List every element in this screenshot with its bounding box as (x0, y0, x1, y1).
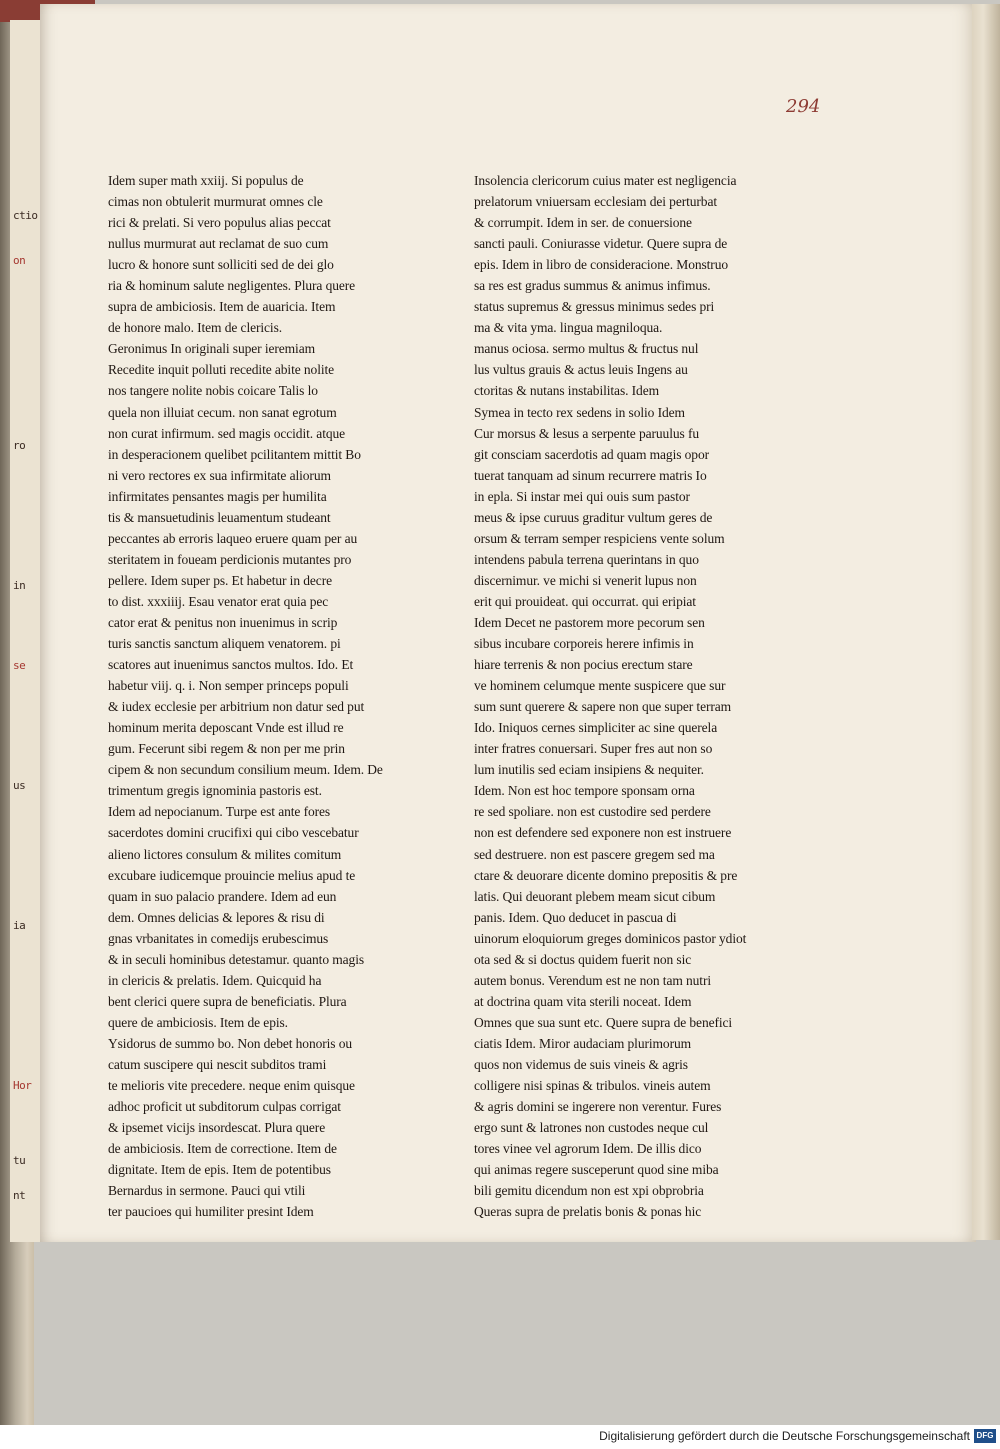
text-line: Idem Decet ne pastorem more pecorum sen (474, 614, 705, 630)
text-line: & agris domini se ingerere non verentur. Fures (474, 1099, 722, 1115)
text-line: trimentum gregis ignominia pastoris est. (108, 783, 322, 799)
text-line: colligere nisi spinas & tribulos. vineis autem (474, 1078, 711, 1094)
text-line: dem. Omnes delicias & lepores & risu di (108, 909, 325, 925)
facing-page-fragment: us (13, 779, 26, 792)
text-line: hiare terrenis & non pocius erectum stare (474, 657, 693, 673)
text-line: Bernardus in sermone. Pauci qui vtili (108, 1183, 306, 1199)
text-line: ota sed & si doctus quidem fuerit non sic (474, 951, 692, 967)
funding-credit: Digitalisierung gefördert durch die Deutsche Forschungsgemeinschaft (599, 1429, 970, 1443)
page-fore-edge (972, 4, 1000, 1240)
text-line: intendens pabula terrena querintans in quo (474, 551, 699, 567)
text-line: manus ociosa. sermo multus & fructus nul (474, 341, 699, 357)
text-line: supra de ambiciosis. Item de auaricia. Item (108, 299, 336, 315)
text-line: hominum merita deposcant Vnde est illud re (108, 720, 344, 736)
text-line: bent clerici quere supra de beneficiatis. Plura (108, 993, 347, 1009)
text-line: pellere. Idem super ps. Et habetur in decre (108, 572, 332, 588)
text-line: git consciam sacerdotis ad quam magis opor (474, 446, 709, 462)
text-line: steritatem in foueam perdicionis mutantes pro (108, 551, 352, 567)
text-line: at doctrina quam vita sterili noceat. Idem (474, 993, 692, 1009)
text-line: excubare iudicemque prouincie melius apud te (108, 867, 356, 883)
text-line: nos tangere nolite nobis coicare Talis lo (108, 383, 318, 399)
text-line: Ido. Iniquos cernes simpliciter ac sine querela (474, 720, 718, 736)
facing-page-fragment: on (13, 254, 26, 267)
left-page-edge (10, 20, 43, 1242)
text-line: & iudex ecclesie per arbitrium non datur sed put (108, 699, 365, 715)
folio-number: 294 (786, 96, 821, 117)
text-line: qui animas regere susceperunt quod sine miba (474, 1162, 719, 1178)
text-line: discernimur. ve michi si venerit lupus non (474, 572, 697, 588)
text-line: in desperacionem quelibet pcilitantem mittit Bo (108, 446, 361, 462)
facing-page-fragment: se (13, 659, 26, 672)
text-line: quere de ambiciosis. Item de epis. (108, 1014, 288, 1030)
text-line: inter fratres conuersari. Super fres aut non so (474, 741, 713, 757)
left-text-column (108, 170, 413, 1222)
text-line: non est defendere sed exponere non est instruere (474, 825, 732, 841)
text-line: te melioris vite precedere. neque enim quisque (108, 1078, 355, 1094)
text-line: ma & vita yma. lingua magniloqua. (474, 320, 663, 336)
text-line: Omnes que sua sunt etc. Quere supra de benefici (474, 1014, 733, 1030)
text-line: ria & hominum salute negligentes. Plura quere (108, 278, 356, 294)
text-line: rici & prelati. Si vero populus alias peccat (108, 215, 331, 231)
text-line: prelatorum vniuersam ecclesiam dei perturbat (474, 194, 717, 210)
text-line: ergo sunt & latrones non custodes neque cul (474, 1120, 709, 1136)
facing-page-fragment: in (13, 579, 26, 592)
text-line: quos non videmus de suis vineis & agris (474, 1056, 688, 1072)
text-line: bili gemitu dicendum non est xpi obprobria (474, 1183, 704, 1199)
text-line: autem bonus. Verendum est ne non tam nutri (474, 972, 712, 988)
text-line: alieno lictores consulum & milites comitum (108, 846, 342, 862)
text-line: cimas non obtulerit murmurat omnes cle (108, 194, 323, 210)
text-line: tuerat tanquam ad sinum recurrere matris Io (474, 467, 707, 483)
text-line: adhoc proficit ut subditorum culpas corrigat (108, 1099, 341, 1115)
text-line: Symea in tecto rex sedens in solio Idem (474, 404, 685, 420)
text-line: panis. Idem. Quo deducet in pascua di (474, 909, 677, 925)
text-line: dignitate. Item de epis. Item de potentibus (108, 1162, 331, 1178)
facing-page-fragment: tu (13, 1154, 26, 1167)
footer-bar (0, 1425, 1000, 1449)
text-line: Ysidorus de summo bo. Non debet honoris ou (108, 1035, 353, 1051)
text-line: Geronimus In originali super ieremiam (108, 341, 315, 357)
text-line: sed destruere. non est pascere gregem sed ma (474, 846, 715, 862)
text-line: meus & ipse curuus graditur vultum geres de (474, 509, 713, 525)
text-line: sacerdotes domini crucifixi qui cibo vescebatur (108, 825, 359, 841)
text-line: orsum & terram semper respiciens vente solum (474, 530, 725, 546)
text-line: quela non illuiat cecum. non sanat egrotum (108, 404, 337, 420)
text-line: sum sunt querere & sapere non que super terram (474, 699, 732, 715)
text-line: Recedite inquit polluti recedite abite nolite (108, 362, 335, 378)
text-line: & ipsemet vicijs insordescat. Plura quere (108, 1120, 326, 1136)
text-line: peccantes ab erroris laqueo eruere quam per au (108, 530, 358, 546)
text-line: lum inutilis sed eciam insipiens & nequiter. (474, 762, 704, 778)
text-line: & in seculi hominibus detestamur. quanto magis (108, 951, 364, 967)
text-line: epis. Idem in libro de consideracione. Monstruo (474, 257, 728, 273)
text-line: Queras supra de prelatis bonis & ponas hic (474, 1204, 702, 1220)
text-line: ve hominem celumque mente suspicere que sur (474, 678, 726, 694)
text-line: infirmitates pensantes magis per humilita (108, 488, 327, 504)
text-line: tores vinee vel agrorum Idem. De illis dico (474, 1141, 702, 1157)
text-line: gnas vrbanitates in comedijs erubescimus (108, 930, 329, 946)
text-line: cator erat & penitus non inuenimus in scrip (108, 614, 338, 630)
text-line: Insolencia clericorum cuius mater est negligencia (474, 173, 737, 188)
text-line: ctoritas & nutans instabilitas. Idem (474, 383, 659, 399)
text-line: re sed spoliare. non est custodire sed perdere (474, 804, 711, 820)
text-line: de honore malo. Item de clericis. (108, 320, 283, 336)
text-line: scatores aut inuenimus sanctos multos. Ido. Et (108, 657, 354, 673)
text-line: quam in suo palacio prandere. Idem ad eun (108, 888, 337, 904)
text-line: turis sanctis sanctum aliquem venatorem. pi (108, 636, 341, 652)
text-line: in clericis & prelatis. Idem. Quicquid ha (108, 972, 322, 988)
text-line: de ambiciosis. Item de correctione. Item de (108, 1141, 337, 1157)
text-line: in epla. Si instar mei qui ouis sum pastor (474, 488, 690, 504)
text-line: nullus murmurat aut reclamat de suo cum (108, 236, 329, 252)
text-line: catum suscipere qui nescit subditos trami (108, 1056, 327, 1072)
text-line: lucro & honore sunt solliciti sed de dei glo (108, 257, 334, 273)
facing-page-fragment: ctio (13, 209, 38, 222)
text-line: & corrumpit. Idem in ser. de conuersione (474, 215, 692, 231)
text-line: ctare & deuorare dicente domino prepositis & pre (474, 867, 738, 883)
text-line: sa res est gradus summus & animus infimus. (474, 278, 711, 294)
text-line: to dist. xxxiiij. Esau venator erat quia pec (108, 593, 329, 609)
text-line: non curat infirmum. sed magis occidit. atque (108, 425, 346, 441)
text-line: sibus incubare corporeis herere infimis in (474, 636, 694, 652)
text-line: habetur viij. q. i. Non semper princeps populi (108, 678, 349, 694)
text-line: status supremus & gressus minimus sedes pri (474, 299, 715, 315)
facing-page-fragment: ia (13, 919, 26, 932)
text-line: ni vero rectores ex sua infirmitate aliorum (108, 467, 331, 483)
text-line: ter paucioes qui humiliter presint Idem (108, 1204, 314, 1220)
text-line: gum. Fecerunt sibi regem & non per me prin (108, 741, 345, 757)
dfg-logo: DFG (974, 1429, 996, 1443)
text-line: erit qui prouideat. qui occurrat. qui eripiat (474, 593, 696, 609)
text-line: lus vultus grauis & actus leuis Ingens au (474, 362, 688, 378)
text-line: Cur morsus & lesus a serpente paruulus fu (474, 425, 699, 441)
facing-page-fragment: nt (13, 1189, 26, 1202)
facing-page-fragment: Hor (13, 1079, 32, 1092)
text-line: tis & mansuetudinis leuamentum studeant (108, 509, 331, 525)
text-line: Idem. Non est hoc tempore sponsam orna (474, 783, 695, 799)
text-line: ciatis Idem. Miror audaciam plurimorum (474, 1035, 692, 1051)
facing-page-fragment: ro (13, 439, 26, 452)
text-line: latis. Qui deuorant plebem meam sicut cibum (474, 888, 716, 904)
text-line: sancti pauli. Coniurasse videtur. Quere supra de (474, 236, 728, 252)
right-text-column (474, 170, 779, 1222)
text-line: cipem & non secundum consilium meum. Idem. De (108, 762, 383, 778)
text-line: uinorum eloquiorum greges dominicos pastor ydiot (474, 930, 747, 946)
text-line: Idem ad nepocianum. Turpe est ante fores (108, 804, 331, 820)
text-line: Idem super math xxiij. Si populus de (108, 173, 304, 188)
